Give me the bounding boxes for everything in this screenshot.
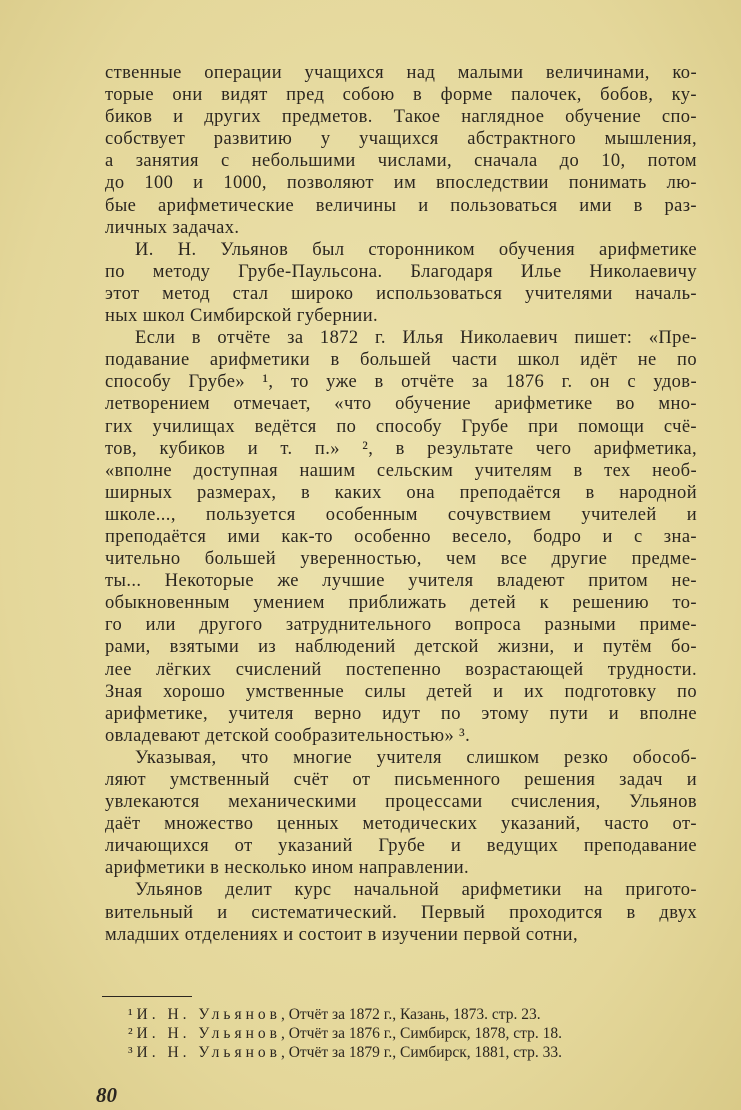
text-line: «вполне доступная нашим сельским учителям в тех необ- xyxy=(105,460,697,481)
footnote-source: , Отчёт за 1876 г., Симбирск, 1878, стр. 18. xyxy=(280,1025,562,1042)
text-line: ных школ Симбирской губернии. xyxy=(105,306,379,327)
footnote-author: И. Н. Ульянов xyxy=(136,1044,281,1061)
text-line: И. Н. Ульянов был сторонником обучения арифметике xyxy=(135,239,697,260)
text-line: арифметике, учителя верно идут по этому пути и вполне xyxy=(105,703,697,724)
text-line: личных задачах. xyxy=(105,217,240,238)
text-line: арифметики в несколько ином направлении. xyxy=(105,858,470,879)
text-line: ляют умственный счёт от письменного решения задач и xyxy=(105,770,697,790)
text-line: увлекаются механическими процессами счисления, Ульянов xyxy=(105,792,697,813)
body-text xyxy=(105,62,697,946)
text-line: способу Грубе» ¹, то уже в отчёте за 1876 г. он с удов- xyxy=(105,372,697,393)
text-line: ственные операции учащихся над малыми величинами, ко- xyxy=(105,63,697,83)
text-line: подавание арифметики в большей части школ идёт не по xyxy=(105,350,697,371)
text-line: собствует развитию у учащихся абстрактного мышления, xyxy=(105,129,697,150)
text-line: биков и других предметов. Такое наглядное обучение спо- xyxy=(105,107,697,128)
text-line: Зная хорошо умственные силы детей и их подготовку по xyxy=(105,681,697,702)
text-line: ширных размерах, в каких она преподаётся в народной xyxy=(105,482,697,503)
text-line: гих училищах ведётся по способу Грубе при помощи счё- xyxy=(105,416,697,437)
text-line: Указывая, что многие учителя слишком резко обособ- xyxy=(135,747,697,768)
text-line: рами, взятыми из наблюдений детской жизни, и путём бо- xyxy=(105,637,697,658)
page-number: 80 xyxy=(96,1083,117,1107)
text-line: Ульянов делит курс начальной арифметики на пригото- xyxy=(135,880,697,901)
footnote-1 xyxy=(128,1005,698,1024)
text-line: тов, кубиков и т. п.» ², в результате чего арифметика, xyxy=(105,438,697,459)
text-line: летворением отмечает, «что обучение арифметике во мно- xyxy=(105,394,697,415)
footnote-source: , Отчёт за 1872 г., Казань, 1873. стр. 23. xyxy=(280,1006,541,1023)
footnote-source: , Отчёт за 1879 г., Симбирск, 1881, стр. 33. xyxy=(280,1044,562,1061)
footnote-author: И. Н. Ульянов xyxy=(136,1006,281,1023)
footnote-mark: ² xyxy=(128,1025,133,1042)
footnote-divider xyxy=(102,996,192,997)
text-line: бые арифметические величины и пользоваться ими в раз- xyxy=(105,195,697,216)
text-line: до 100 и 1000, позволяют им впоследствии понимать лю- xyxy=(105,173,697,194)
text-line: школе..., пользуется особенным сочувствием учителей и xyxy=(105,504,697,525)
text-line: чительно большей уверенностью, чем все другие предме- xyxy=(105,549,697,570)
text-line: а занятия с небольшими числами, сначала до 10, потом xyxy=(105,151,697,172)
footnote-author: И. Н. Ульянов xyxy=(136,1025,281,1042)
text-line: овладевают детской сообразительностью» ³. xyxy=(105,725,471,746)
footnote-3 xyxy=(128,1043,698,1062)
text-line: Если в отчёте за 1872 г. Илья Николаевич пишет: «Пре- xyxy=(135,328,697,349)
text-line: даёт множество ценных методических указаний, часто от- xyxy=(105,814,697,835)
footnote-2 xyxy=(128,1024,698,1043)
text-line: го или другого затруднительного вопроса разными приме- xyxy=(105,615,697,636)
text-line: этот метод стал широко использоваться учителями началь- xyxy=(105,283,697,304)
text-line: преподаётся ими как-то особенно весело, бодро и с зна- xyxy=(105,526,697,547)
footnote-mark: ¹ xyxy=(128,1006,133,1023)
text-line: ты... Некоторые же лучшие учителя владеют притом не- xyxy=(105,571,697,592)
text-line: вительный и систематический. Первый проходится в двух xyxy=(105,902,697,923)
text-line: по методу Грубе-Паульсона. Благодаря Илье Николаевичу xyxy=(105,261,697,282)
text-line: личающихся от указаний Грубе и ведущих преподавание xyxy=(105,836,697,857)
text-line: торые они видят пред собою в форме палочек, бобов, ку- xyxy=(105,85,697,106)
text-line: младших отделениях и состоит в изучении первой сотни, xyxy=(105,924,578,945)
footnote-mark: ³ xyxy=(128,1044,133,1061)
text-line: обыкновенным умением приближать детей к решению то- xyxy=(105,593,697,614)
text-line: лее лёгких счислений постепенно возрастающей трудности. xyxy=(105,659,697,680)
